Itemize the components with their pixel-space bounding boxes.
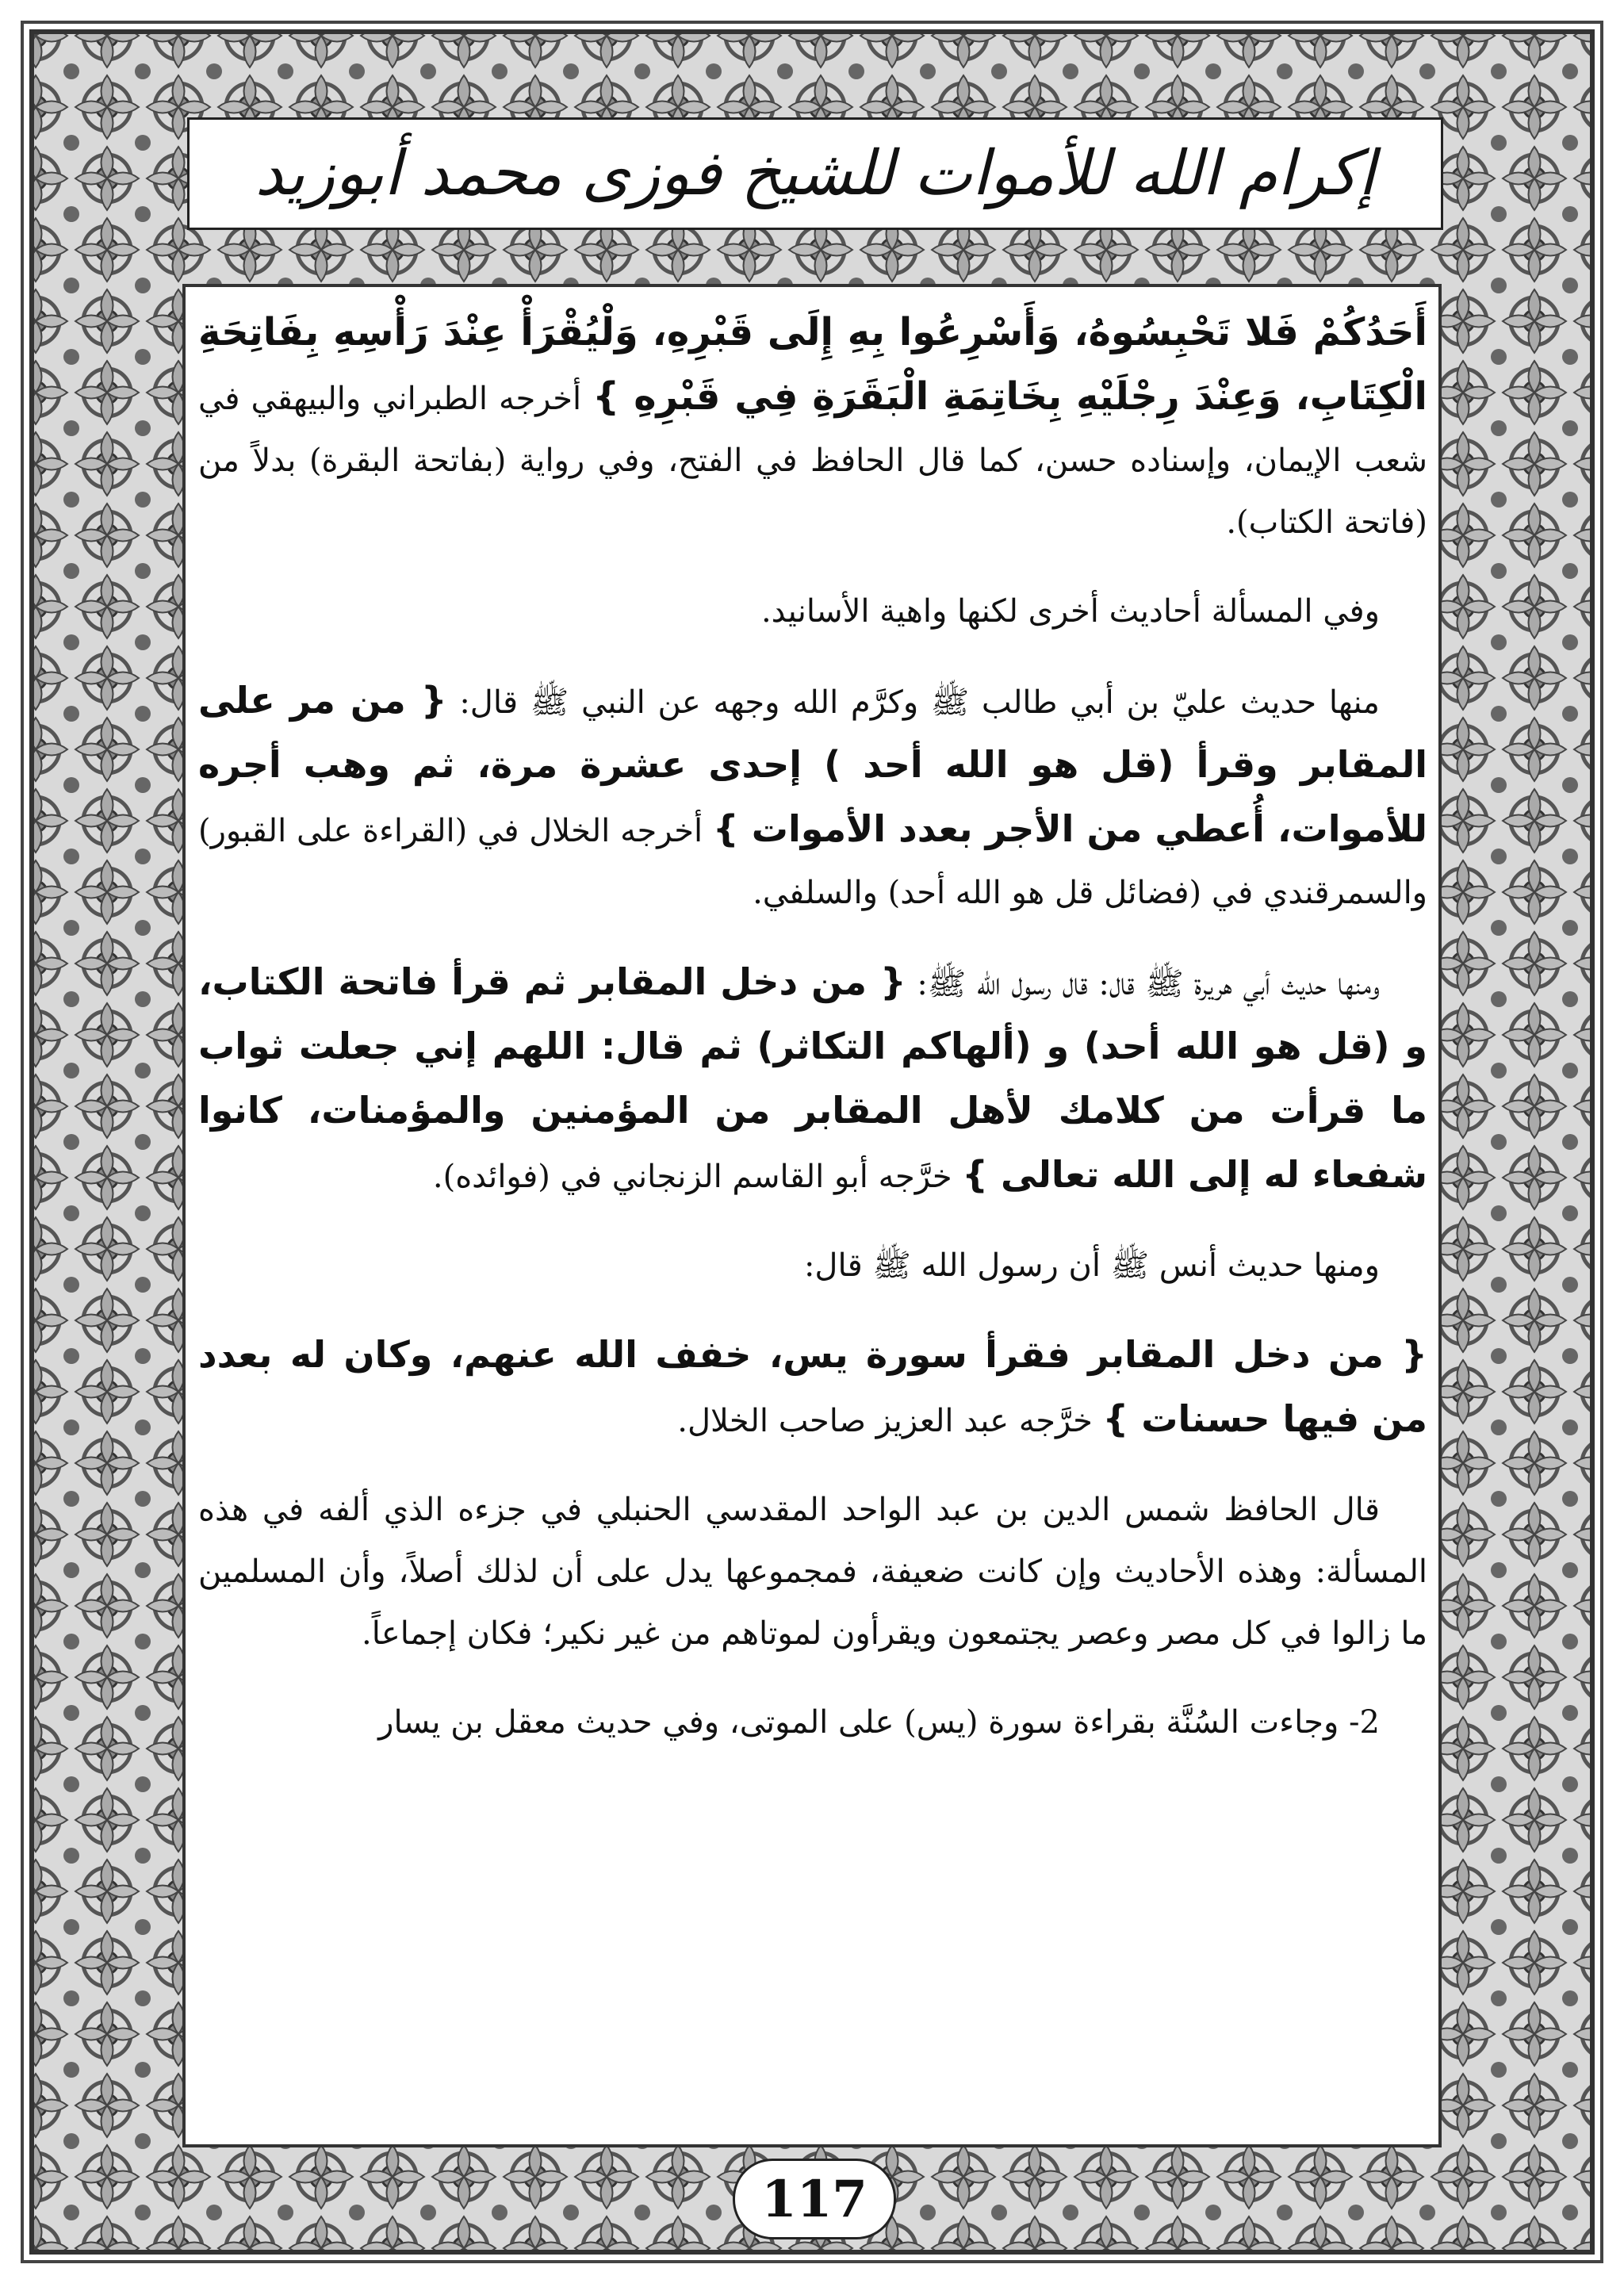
paragraph-text: أخرجه الطبراني والبيهقي في شعب الإيمان، وإسناده حسن، كما قال الحافظ في الفتح، وفي رواية (بفاتحة البقرة) بدلاً من (فاتحة الكتاب).: [198, 381, 1427, 541]
hadith-text: { من دخل المقابر فقرأ سورة يس، خفف الله عنهم، وكان له بعدد من فيها حسنات }: [198, 1333, 1427, 1440]
paragraph-text: أخرجه الخلال في (القراءة على القبور) والسمرقندي في (فضائل قل هو الله أحد) والسلفي.: [198, 813, 1427, 911]
paragraph-text: خرَّجه أبو القاسم الزنجاني في (فوائده).: [432, 1159, 963, 1195]
paragraph-text: قال الحافظ شمس الدين بن عبد الواحد المقدسي الحنبلي في جزءه الذي ألفه في هذه المسألة: وهذه الأحاديث وإن كانت ضعيفة، فمجموعها يدل على أن لذلك أصلاً، وأن المسلمين ما زالوا في كل مصر وعصر يجتمعون ويقرأون لموتاهم من غير نكير؛ فكان إجماعاً.: [198, 1492, 1427, 1652]
paragraph-text: خرَّجه عبد العزيز صاحب الخلال.: [677, 1403, 1103, 1439]
page-body: [190, 293, 1435, 2141]
page-number: [733, 2159, 896, 2239]
paragraph: [198, 301, 1427, 554]
hadith-text: أَحَدُكُمْ فَلا تَحْبِسُوهُ، وَأَسْرِعُوا بِهِ إِلَى قَبْرِهِ، وَلْيُقْرَأْ عِنْدَ رَأْسِهِ بِفَاتِحَةِ الْكِتَابِ، وَعِنْدَ رِجْلَيْهِ بِخَاتِمَةِ الْبَقَرَةِ فِي قَبْرِهِ }: [198, 310, 1427, 419]
page-header: [187, 117, 1443, 230]
paragraph: [198, 951, 1427, 1208]
paragraph-text: وفي المسألة أحاديث أخرى لكنها واهية الأسانيد.: [760, 593, 1380, 630]
page-number-text: 117: [761, 2169, 868, 2229]
paragraph: [198, 1235, 1427, 1297]
paragraph-text: ومنها حديث أنس ﷺ أن رسول الله ﷺ قال:: [803, 1247, 1380, 1284]
hadith-text: { من مر على المقابر وقرأ (قل هو الله أحد ) إحدى عشرة مرة، ثم وهب أجره للأموات، أُعطي من الأجر بعدد الأموات }: [198, 679, 1427, 850]
paragraph-text: منها حديث عليّ بن أبي طالب ﷺ وكرَّم الله وجهه عن النبي ﷺ قال:: [446, 684, 1380, 721]
paragraph-text: ومنها حديث أبي هريرة ﷺ قال: قال رسول الله ﷺ:: [906, 966, 1380, 1002]
paragraph: [198, 1691, 1427, 1753]
paragraph: [198, 1479, 1427, 1665]
paragraph-text: 2- وجاءت السُنَّة بقراءة سورة (يس) على الموتى، وفي حديث معقل بن يسار: [378, 1704, 1380, 1741]
hadith-text: { من دخل المقابر ثم قرأ فاتحة الكتاب، و (قل هو الله أحد) و (ألهاكم التكاثر) ثم قال: اللهم إني جعلت ثواب ما قرأت من كلامك لأهل المقابر من المؤمنين والمؤمنات، كانوا شفعاء له إلى الله تعالى }: [198, 960, 1427, 1196]
paragraph: [198, 669, 1427, 924]
paragraph: [198, 580, 1427, 642]
header-title: إكرام الله للأموات للشيخ فوزى محمد أبوزيد: [255, 138, 1376, 209]
paragraph: [198, 1324, 1427, 1452]
